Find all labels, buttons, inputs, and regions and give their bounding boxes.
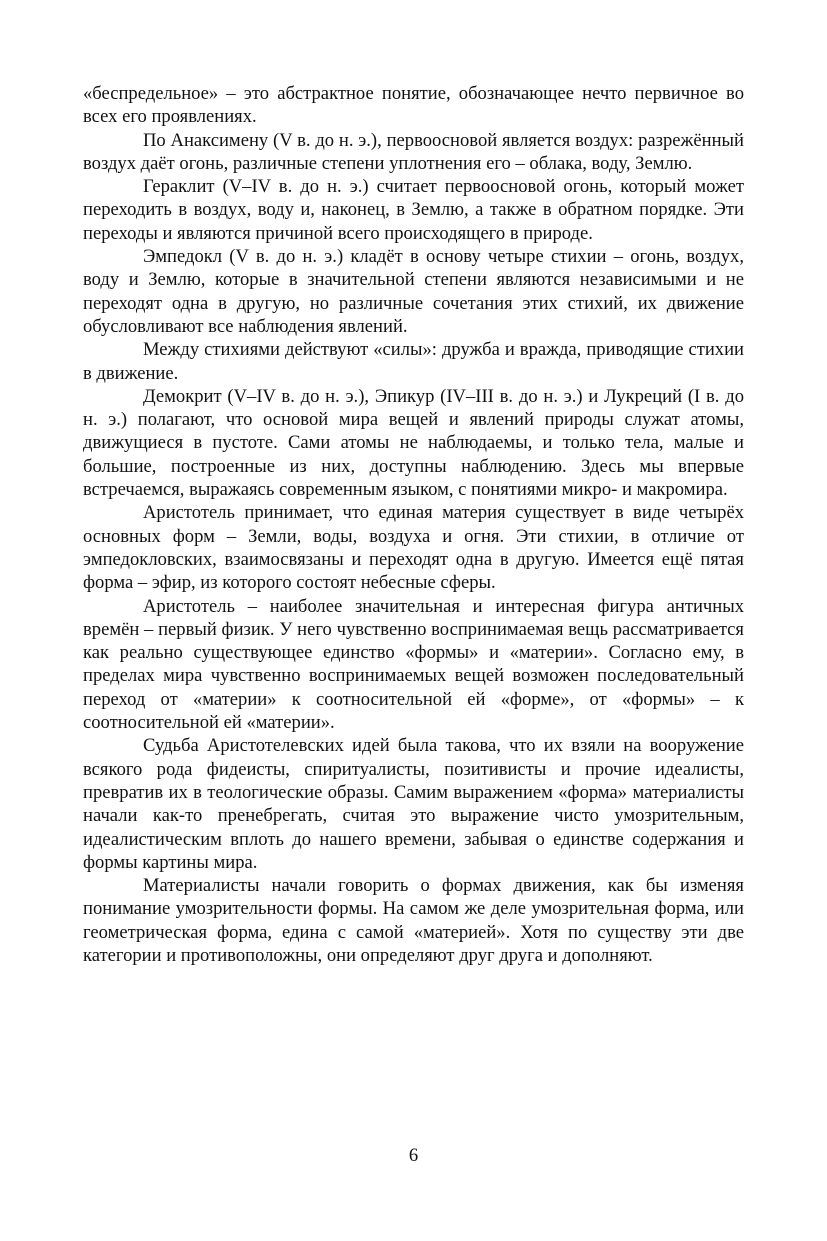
page-number: 6 bbox=[408, 1145, 419, 1166]
paragraph-aristotle-matter: Аристотель принимает, что единая материя существует в виде четырёх основных форм – Земли, воды, воздуха и огня. Эти стихии, в отличие от эмпедокловских, взаимосвязаны и переходят одна в другую. Имеется ещё пятая форма – эфир, из которого состоят небесные сферы. bbox=[83, 502, 744, 594]
paragraph-materialists: Материалисты начали говорить о формах движения, как бы изменяя понимание умозрительности формы. На самом же деле умозрительная форма, или геометрическая форма, едина с самой «материей». Хотя по существу эти две категории и противоположны, они определяют друг друга и дополняют. bbox=[83, 875, 744, 966]
paragraph-anaximenes: По Анаксимену (V в. до н. э.), первоосновой является воздух: разрежённый воздух даёт огонь, различные степени уплотнения его – облака, воду, Землю. bbox=[83, 129, 744, 174]
paragraph-forces: Между стихиями действуют «силы»: дружба и вражда, приводящие стихии в движение. bbox=[83, 339, 744, 384]
page-body bbox=[83, 82, 744, 967]
paragraph-empedocles: Эмпедокл (V в. до н. э.) кладёт в основу четыре стихии – огонь, воздух, воду и Землю, которые в значительной степени являются независимыми и не переходят одна в другую, но различные сочетания этих стихий, их движение обусловливают все наблюдения явлений. bbox=[83, 246, 744, 337]
paragraph-democritus: Демокрит (V–IV в. до н. э.), Эпикур (IV–III в. до н. э.) и Лукреций (I в. до н. э.) полагают, что основой мира вещей и явлений природы служат атомы, движущиеся в пустоте. Сами атомы не наблюдаемы, и только тела, малые и большие, построенные из них, доступны наблюдению. Здесь мы впервые встречаемся, выражаясь современным языком, с понятиями микро- и макромира. bbox=[83, 385, 744, 501]
paragraph-fate-of-ideas: Судьба Аристотелевских идей была такова, что их взяли на вооружение всякого рода фидеисты, спиритуалисты, позитивисты и прочие идеалисты, превратив их в теологические образы. Самим выражением «форма» материалисты начали как-то пренебрегать, считая это выражение чисто умозрительным, идеалистическим вплоть до нашего времени, забывая о единстве содержания и формы картины мира. bbox=[83, 735, 744, 873]
paragraph-aristotle-physicist: Аристотель – наиболее значительная и интересная фигура античных времён – первый физик. У него чувственно воспринимаемая вещь рассматривается как реально существующее единство «формы» и «материи». Согласно ему, в пределах мира чувственно воспринимаемых вещей возможен последовательный переход от «материи» к соотносительной ей «форме», от «формы» – к соотносительной ей «материи». bbox=[83, 595, 744, 734]
paragraph-continuation: «беспредельное» – это абстрактное понятие, обозначающее нечто первичное во всех его проявлениях. bbox=[83, 83, 744, 128]
paragraph-heraclitus: Гераклит (V–IV в. до н. э.) считает первоосновой огонь, который может переходить в воздух, воду и, наконец, в Землю, а также в обратном порядке. Эти переходы и являются причиной всего происходящего в природе. bbox=[83, 176, 744, 244]
